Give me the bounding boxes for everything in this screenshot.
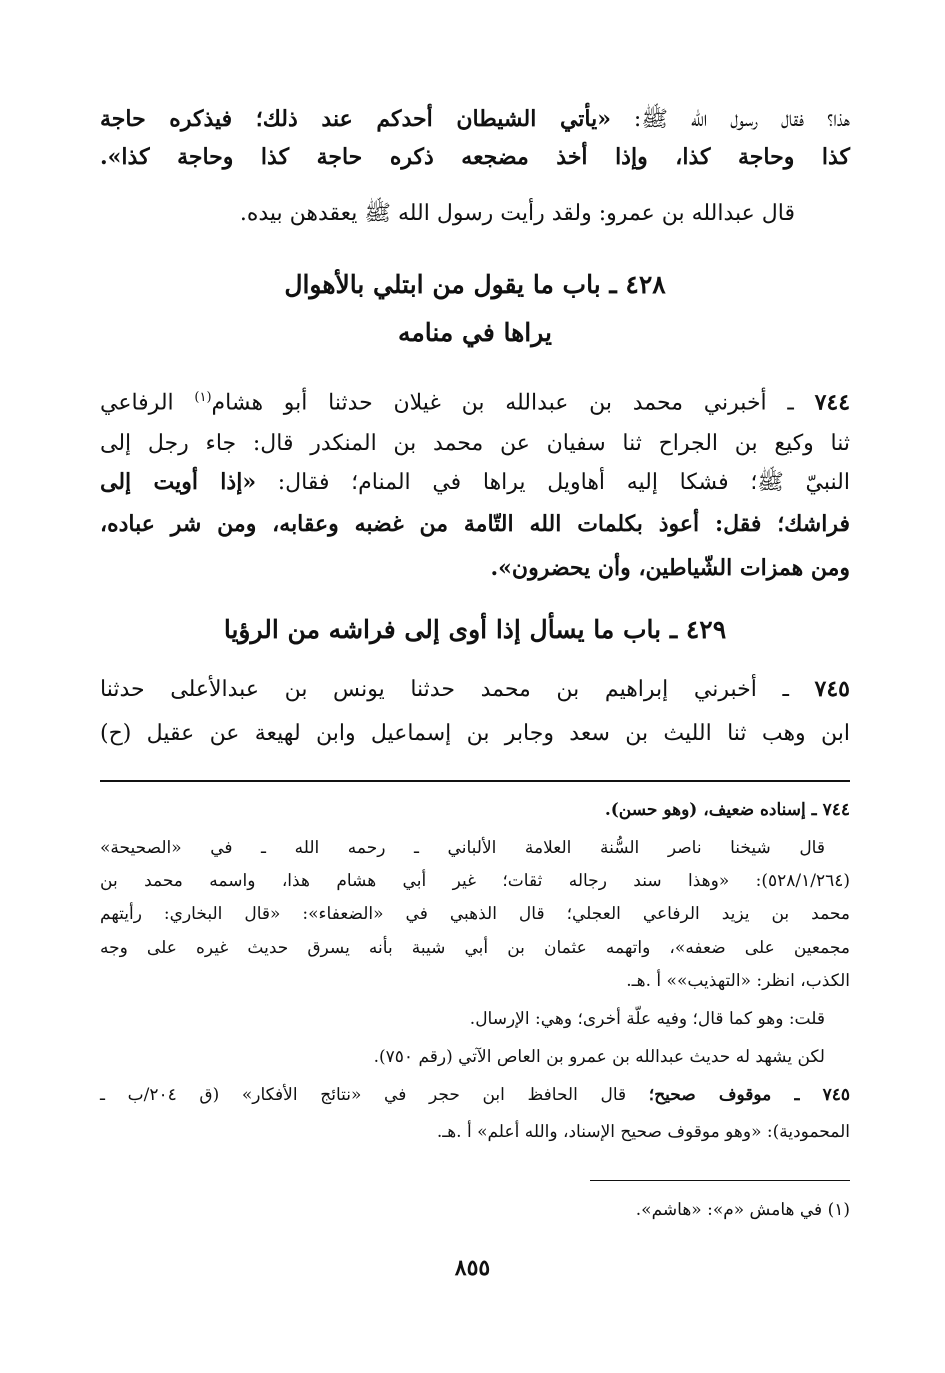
note-line: قال شيخنا ناصر السُّنة العلامة الألباني ـ رحمه الله ـ في «الصحيحة» [100,838,825,858]
note-line: المحمودية): «وهو موقوف صحيح الإسناد، والله أعلم» أ .هـ. [436,1122,850,1142]
note-heading: ٧٤٤ ـ إسناده ضعيف، (وهو حسن). [604,800,850,820]
text-line: ثنا وكيع بن الجراح ثنا سفيان عن محمد بن المنكدر قال: جاء رجل إلى [100,431,850,456]
text-span: الرفاعي [100,390,195,416]
hadith-number: ٧٤٥ [814,676,850,702]
note-line: محمد بن يزيد الرفاعي العجلي؛ قال الذهبي في «الضعفاء»: «قال البخاري: رأيتهم [100,904,850,924]
hadith-text: «يأتي الشيطان أحدكم عند ذلك؛ فيذكره حاجة [100,106,611,132]
chapter-heading: يراها في منامه [397,318,553,347]
chapter-heading: ٤٢٨ ـ باب ما يقول من ابتلي بالأهوال [284,270,666,299]
note-line [100,1080,850,1110]
notes-separator [100,780,850,782]
note-line: قلت: وهو كما قال؛ وفيه علّة أخرى؛ وهي: الإرسال. [469,1009,825,1029]
chapter-heading: ٤٢٩ ـ باب ما يسأل إذا أوى إلى فراشه من الرؤيا [223,615,727,644]
note-line: (٥٢٨/١/٢٦٤): «وهذا سند رجاله ثقات؛ غير أبي هشام هذا، واسمه محمد بن [100,871,850,891]
hadith-number: ٧٤٤ [814,389,851,416]
text-line [100,665,850,714]
note-heading: ٧٤٥ ـ موقوف صحيح؛ [648,1085,850,1105]
text-span: ـ أخبرني محمد بن عبدالله بن غيلان حدثنا أبو هشام [211,390,815,416]
note-line: لكن يشهد له حديث عبدالله بن عمرو بن العاص الآتي (رقم ٧٥٠). [373,1047,825,1067]
page-number: ٨٥٥ [454,1255,491,1281]
hadith-text: فراشك؛ فقل: أعوذ بكلمات الله التّامة من غضبه وعقابه، ومن شر عباده، [100,511,850,537]
footnote-separator [590,1180,850,1181]
hadith-text: كذا وحاجة كذا، وإذا أخذ مضجعه ذكره حاجة كذا وحاجة كذا». [100,144,850,170]
hadith-text: ومن همزات الشّياطين، وأن يحضرون». [490,555,850,581]
text-span: قال الحافظ ابن حجر في «نتائج الأفكار» (ق ٢٠٤/ب ـ [100,1085,649,1105]
text-span: ـ أخبرني إبراهيم بن محمد حدثنا يونس بن عبدالأعلى حدثنا [100,677,815,702]
footnote: (١) في هامش «م»: «هاشم». [635,1200,850,1220]
text-line: قال عبدالله بن عمرو: ولقد رأيت رسول الله ﷺ يعقدهن بيده. [239,201,795,226]
note-line: الكذب، انظر: «التهذيب»» أ .هـ. [626,971,850,991]
footnote-marker: (١) [194,390,212,405]
hadith-text: «إذا أويت إلى [100,469,257,495]
note-line: مجمعين على ضعفه»، واتهمه عثمان بن أبي شيبة بأنه يسرق حديث غيره على وجه [100,938,850,958]
text-span: النبيّ ﷺ؛ فشكا إليه أهاويل يراها في المنام؛ فقال: [256,470,850,495]
text-span: هذا؟ فقال رسول الله ﷺ: [610,107,850,132]
page [100,0,850,1373]
text-line: ابن وهب ثنا الليث بن سعد وجابر بن إسماعيل وابن لهيعة عن عقيل (ح) [100,721,850,746]
